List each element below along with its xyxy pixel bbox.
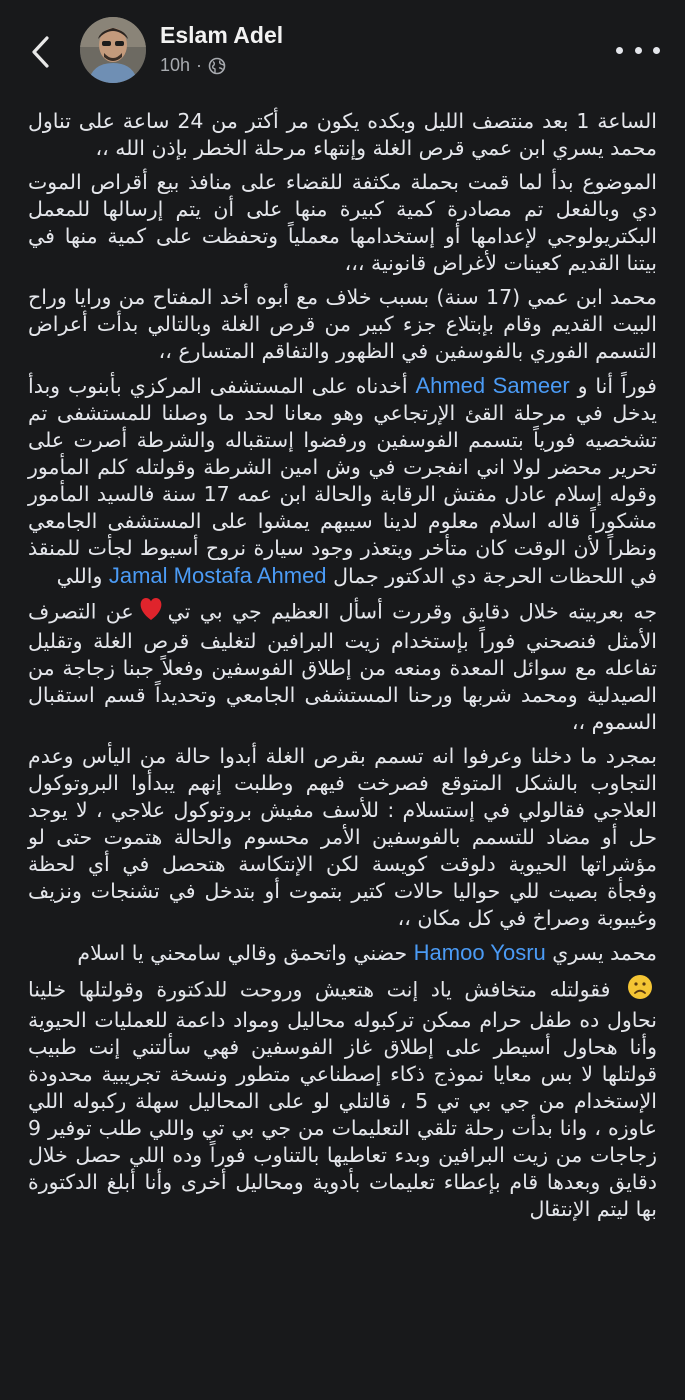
- mention-ahmed-sameer[interactable]: Ahmed Sameer: [415, 373, 570, 398]
- chevron-left-icon: [30, 35, 50, 69]
- mention-hamoo-yosru[interactable]: Hamoo Yosru: [413, 940, 546, 965]
- meta-separator: ·: [196, 55, 203, 75]
- slightly-frowning-face-icon: [627, 974, 653, 1007]
- text-segment: أخدناه على المستشفى المركزي بأبنوب وبدأ يدخل في مرحلة القئ الإرتجاعي وهو معانا لحد ما وصلنا للمستشفى تم تشخصيه فورياً بتسمم الفوسفين ورفضوا إستقباله والشرطة أصرت على تحرير محضر لولا اني انفجرت في وش امين الشرطة وقولتله كلم المأمور وقوله إسلام عادل مفتش الرقابة والحالة ابن عمه 17 سنة فالسيد المأمور مشكوراً قاله اسلام معلوم لدينا سيبهم يمشوا على المستشفى الجامعي ونظراً لأن الوقت كان متأخر ويتعذر وجود سيارة نروح أسيوط لجأت للمنقذ في اللحظات الحرجة دي الدكتور جمال: [28, 374, 657, 588]
- post-paragraph: محمد ابن عمي (17 سنة) بسبب خلاف مع أبوه أخد المفتاح من ورايا وراح البيت القديم وقام بإبتلاع جزء كبير من قرص الغلة وبالتالي بدأت أعراض التسمم الفوري بالفوسفين في الظهور والتفاقم المتسارع ،،: [28, 285, 657, 363]
- back-button[interactable]: [22, 30, 58, 74]
- post-paragraph: الساعة 1 بعد منتصف الليل وبكده يكون مر أكتر من 24 ساعة على تناول محمد يسري ابن عمي قرص الغلة وإنتهاء مرحلة الخطر بإذن الله ،،: [28, 109, 657, 160]
- post-header: [0, 0, 685, 100]
- post-paragraph: [28, 974, 657, 1223]
- post-meta: [160, 55, 226, 76]
- avatar[interactable]: [80, 17, 146, 83]
- post-paragraph: [28, 939, 657, 967]
- more-options-button[interactable]: [616, 38, 660, 62]
- text-segment: فقولتله متخافش ياد إنت هتعيش وروحت للدكتورة وقولتلها خلينا نحاول ده طفل حرام ممكن تركبوله محاليل ومواد داعمة للعمليات الحيوية وأنا هحاول أسيطر على إطلاق غاز الفوسفين فهي سألتني إنت طبيب قولتلها لا بس معايا نموذج ذكاء إصطناعي متطور ونسخة تجريبية محدودة الإستخدام من جي بي تي 5 ، قالتلي لو على المحاليل سهلة ركبوله اللي عاوزه ، وانا بدأت رحلة تلقي التعليمات من جي بي تي واللي طلب توفير 9 زجاجات من زيت البرافين وبدء تعاطيها بالتناوب فوراً وده اللي حصل خلال دقايق وبعدها قام بإعطاء تعليمات بأدوية ومحاليل أخرى وأنا أبلغ الدكتورة بها ليتم الإنتقال: [28, 977, 657, 1221]
- post-paragraph: الموضوع بدأ لما قمت بحملة مكثفة للقضاء على منافذ بيع أقراص الموت دي وبالفعل تم مصادرة كمية كبيرة منها على أن يتم إرسالها للمعمل البكتريولوجي لإعدامها أو إستخدامها معملياً وتحفظت على كمية منها في بيتنا القديم كعينات لأغراض قانونية ،،،: [28, 170, 657, 275]
- author-name[interactable]: Eslam Adel: [160, 22, 284, 48]
- more-dot: [653, 47, 660, 54]
- more-dot: [635, 47, 642, 54]
- post-paragraph: [28, 372, 657, 590]
- text-segment: واللي: [56, 564, 103, 588]
- post-text: [28, 108, 657, 1230]
- post-paragraph: بمجرد ما دخلنا وعرفوا انه تسمم بقرص الغلة أبدوا حالة من اليأس وعدم التجاوب بالشكل المتوقع فصرخت فيهم وطلبت إنهم يبدأوا البروتوكول العلاجي فقالولي في إستسلام : للأسف مفيش بروتوكول علاجي ، لا يوجد حل أو مضاد للتسمم بالفوسفين الأمر محسوم والحالة هتموت حتى لو مؤشراتها الحيوية دلوقت كويسة لكن الإنتكاسة هتحصل في أي لحظة وفجأة بصيت للي حواليا حالات كتير بتموت أو بتدخل في تشنجات ونزيف وغيبوبة وصراخ في كل مكان ،،: [28, 744, 657, 930]
- more-dot: [616, 47, 623, 54]
- globe-icon[interactable]: [208, 57, 226, 75]
- post-timestamp[interactable]: 10h: [160, 55, 191, 75]
- post-paragraph: [28, 597, 657, 736]
- text-segment: محمد يسري: [552, 941, 657, 965]
- text-segment: عن التصرف الأمثل فنصحني فوراً بإستخدام زيت البرافين لتغليف قرص الغلة وتقليل تفاعله مع سوائل المعدة ومنعه من إطلاق الفوسفين وفعلاً جبنا زجاجة من الصيدلية ومحمد شربها ورحنا المستشفى الجامعي وتحديداً قسم استقبال السموم ،،: [28, 599, 657, 734]
- mention-jamal-mostafa-ahmed[interactable]: Jamal Mostafa Ahmed: [108, 563, 327, 588]
- text-segment: جه بعربيته خلال دقايق وقررت أسأل العظيم جي بي تي: [167, 599, 657, 624]
- red-heart-icon: [138, 597, 164, 628]
- text-segment: فوراً أنا و: [577, 374, 657, 398]
- text-segment: حضني واتحمق وقالي سامحني يا اسلام: [77, 941, 408, 965]
